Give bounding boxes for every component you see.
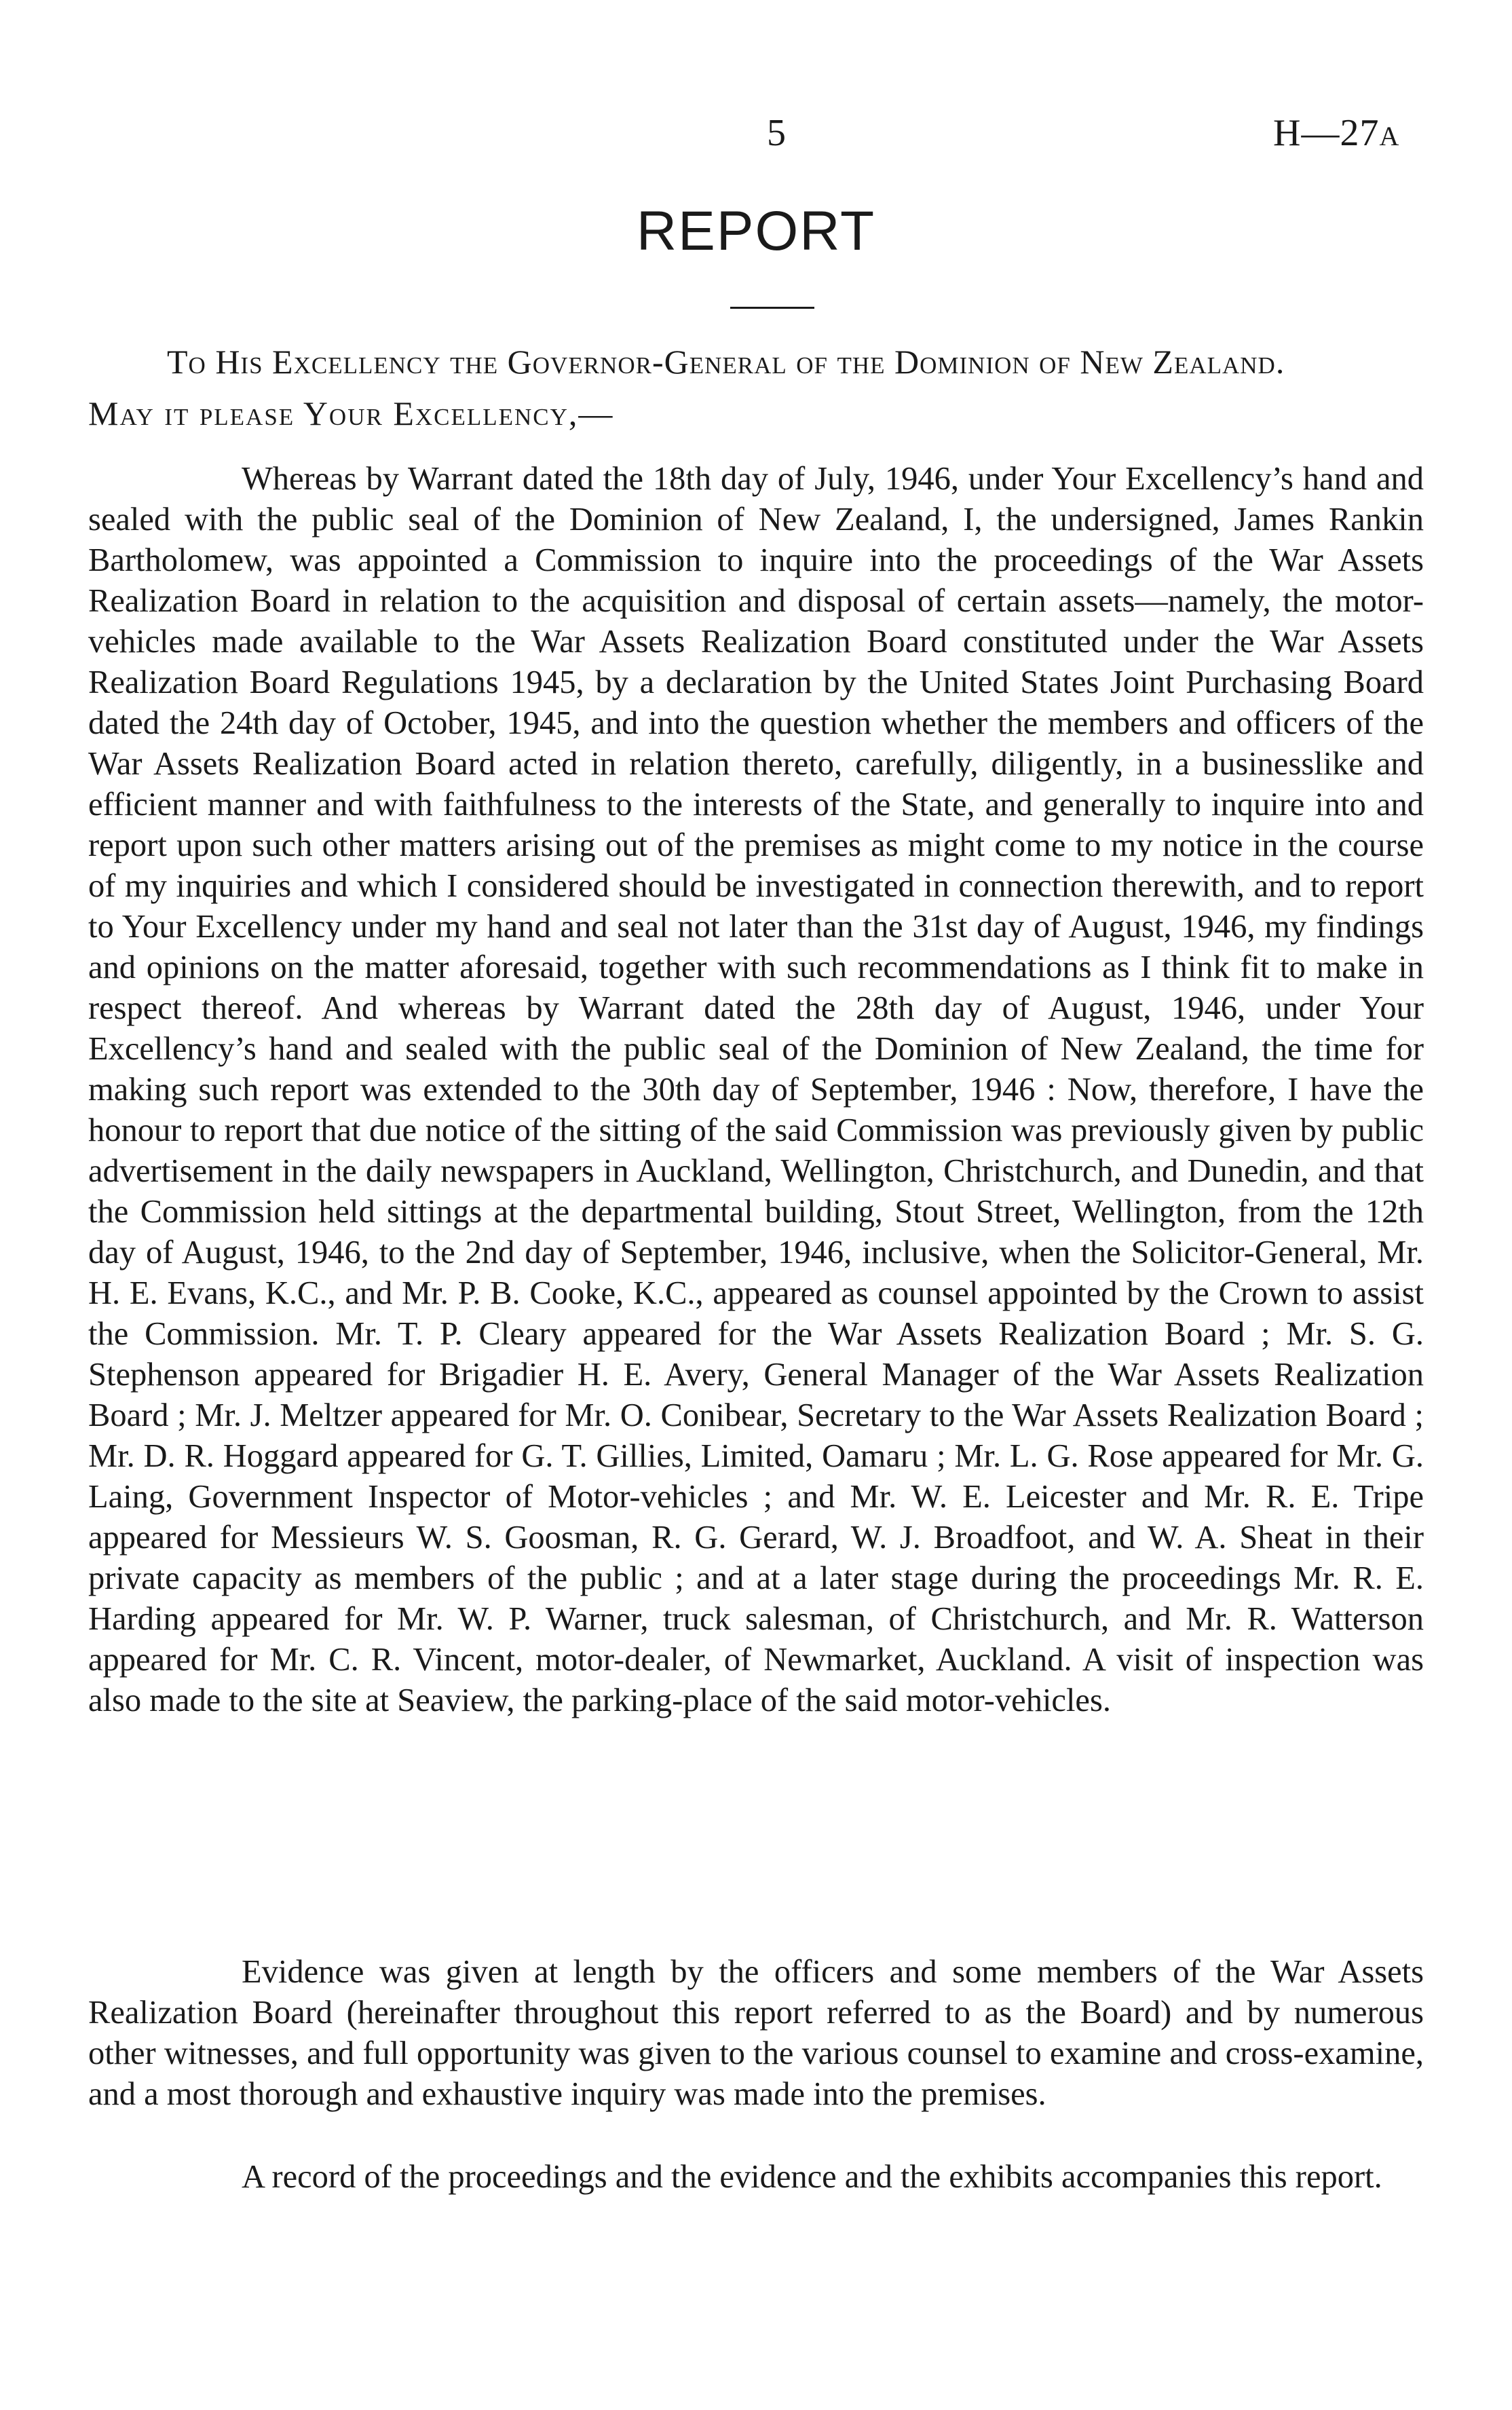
document-reference [1273,114,1399,152]
body-paragraph: Whereas by Warrant dated the 18th day of July, 1946, under Your Excellency’s hand and sealed with the public seal of the Dominion of New Zealand, I, the undersigned, James Rankin Bartholomew, was appointed a Commission to inquire into the proceedings of the War Assets Realization Board in relation to the acquisition and disposal of certain assets—namely, the motor-vehicles made available to the War Assets Realization Board constituted under the War Assets Realization Board Regulations 1945, by a declaration by the United States Joint Purchasing Board dated the 24th day of October, 1945, and into the question whether the members and officers of the War Assets Realization Board acted in relation thereto, carefully, diligently, in a businesslike and efficient manner and with faithfulness to the interests of the State, and generally to inquire into and report upon such other matters arising out of the premises as might come to my notice in the course of my inquiries and which I considered should be investigated in connection therewith, and to report to Your Excellency under my hand and seal not later than the 31st day of August, 1946, my findings and opinions on the matter aforesaid, together with such recommendations as I think fit to make in respect thereof. And whereas by Warrant dated the 28th day of August, 1946, under Your Excellency’s hand and sealed with the public seal of the Dominion of New Zealand, the time for making such report was extended to the 30th day of September, 1946 : Now, therefore, I have the honour to report that due notice of the sitting of the said Commission was previously given by public advertisement in the daily newspapers in Auckland, Wellington, Christchurch, and Dunedin, and that the Commission held sittings at the departmental building, Stout Street, Wellington, from the 12th day of August, 1946, to the 2nd day of September, 1946, inclusive, when the Solicitor-General, Mr. H. E. Evans, K.C., and Mr. P. B. Cooke, K.C., appeared as counsel appointed by the Crown to assist the Commission. Mr. T. P. Cleary appeared for the War Assets Realization Board ; Mr. S. G. Stephenson appeared for Brigadier H. E. Avery, General Manager of the War Assets Realization Board ; Mr. J. Meltzer appeared for Mr. O. Conibear, Secretary to the War Assets Realization Board ; Mr. D. R. Hoggard appeared for G. T. Gillies, Limited, Oamaru ; Mr. L. G. Rose appeared for Mr. G. Laing, Government Inspector of Motor-vehicles ; and Mr. W. E. Leicester and Mr. R. E. Tripe appeared for Messieurs W. S. Goosman, R. G. Gerard, W. J. Broadfoot, and W. A. Sheat in their private capacity as members of the public ; and at a later stage during the proceedings Mr. R. E. Harding appeared for Mr. W. P. Warner, truck salesman, of Christchurch, and Mr. R. Watterson appeared for Mr. C. R. Vincent, motor-dealer, of Newmarket, Auckland. A visit of inspection was also made to the site at Seaview, the parking-place of the said motor-vehicles. [88,461,1424,1718]
report-title: REPORT [636,200,876,262]
salutation: May it please Your Excellency,— [88,394,614,432]
page-number: 5 [767,112,786,154]
document-reference-suffix: A [1379,121,1400,151]
body-paragraph: Evidence was given at length by the officers and some members of the War Assets Realization Board (hereinafter throughout this report referred to as the Board) and by numerous other witnesses, and full opportunity was given to the various counsel to examine and cross-examine, and a most thorough and exhaustive inquiry was made into the premises. [88,1954,1424,2112]
address-line: To His Excellency the Governor-General of the Dominion of New Zealand. [167,343,1285,381]
title-rule [730,307,814,309]
body-paragraph: A record of the proceedings and the evidence and the exhibits accompanies this report. [242,2159,1382,2195]
document-reference-main: H—27 [1273,112,1380,154]
